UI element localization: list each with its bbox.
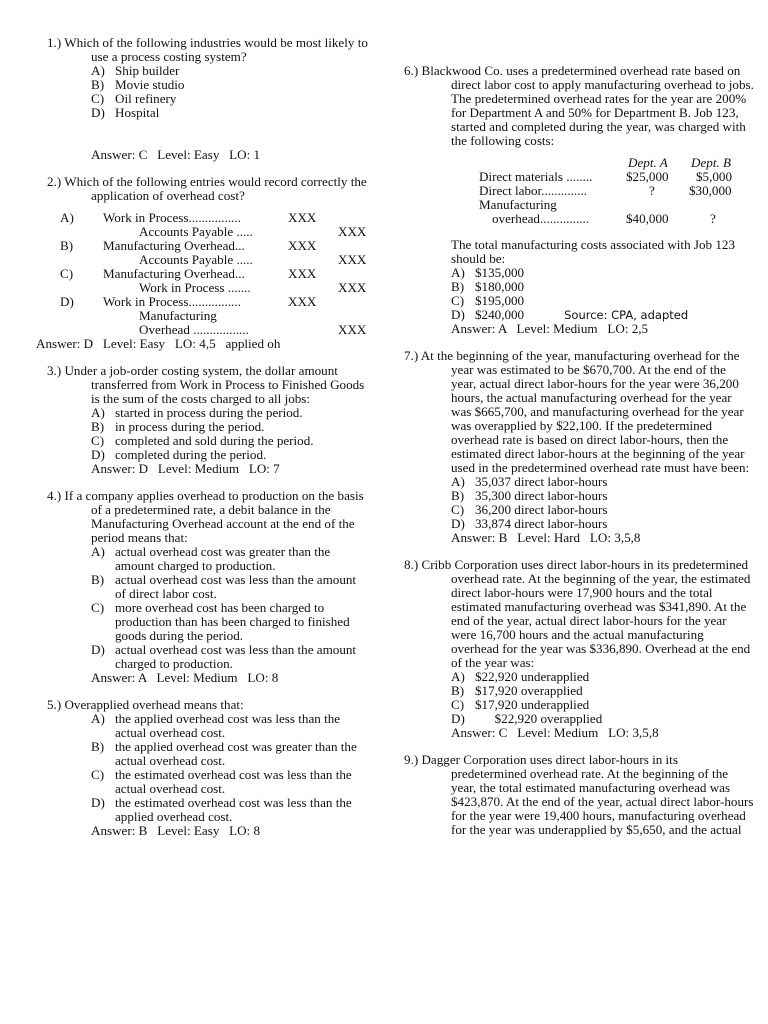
entry-b-credit: Accounts Payable ..... XXX [139,252,367,267]
question-6-options [404,266,754,322]
question-4-options [30,545,370,671]
left-column [30,36,370,838]
row-label-direct-labor: Direct labor.............. [479,183,587,198]
option-c: C) $17,920 underapplied [451,697,590,712]
option-d: D) the estimated overhead cost was less than the applied overhead cost. [91,795,352,824]
option-d: D) completed during the period. [91,447,267,462]
question-1 [30,36,370,162]
question-6-text: 6.) Blackwood Co. uses a predetermined overhead rate based on direct labor cost to apply manufacturing overhead to jobs. The predetermined overhead rates for the year are 200% for Department A and 50% for Department B. Job 123, started and completed during the year, was charged with the following costs: [404,63,754,148]
option-b: B) $17,920 overapplied [451,683,583,698]
entry-a-credit: Accounts Payable ..... XXX [139,224,367,239]
entry-c-credit: Work in Process ....... XXX [139,280,367,295]
question-7-options [404,475,754,531]
question-3-text: 3.) Under a job-order costing system, the dollar amount transferred from Work in Process to Finished Goods is the sum of the costs charged to all jobs: [47,363,365,406]
answer-line: Answer: A Level: Medium LO: 2,5 [451,321,649,336]
source-note: Source: CPA, adapted [564,308,689,322]
answer-line: Answer: B Level: Easy LO: 8 [91,823,261,838]
option-a: A) $135,000 [451,265,525,280]
question-4-text: 4.) If a company applies overhead to production on the basis of a predetermined rate, a debit balance in the Manufacturing Overhead account at the end of the period means that: [47,488,364,545]
entry-c-debit: C) Manufacturing Overhead... XXX [60,266,317,281]
cell-dm-a: $25,000 [626,169,669,184]
question-8-options [404,670,754,726]
entry-b-debit: B) Manufacturing Overhead... XXX [60,238,317,253]
question-7-text: 7.) At the beginning of the year, manufacturing overhead for the year was estimated to be $670,700. At the end of the year, actual direct labor-hours for the year were 36,200 hours, the actual manufacturing overhead for the year was $665,700, and manufacturing overhead for the year was overapplied by $22,100. If the predetermined overhead rate is based on direct labor-hours, then the estimated direct labor-hours at the beginning of the year used in the predetermined overhead rate must have been: [404,348,750,475]
question-8-text: 8.) Cribb Corporation uses direct labor-hours in its predetermined overhead rate. At the beginning of the year, the estimated direct labor-hours were 17,900 hours and the total estimated manufacturing overhead was $341,890. At the end of the year, actual direct labor-hours for the year were 16,700 hours and the actual manufacturing overhead for the year was $336,890. Overhead at the end of the year was: [404,557,751,670]
option-c: C) 36,200 direct labor-hours [451,502,608,517]
option-c: C) the estimated overhead cost was less than the actual overhead cost. [91,767,352,796]
option-a: A) 35,037 direct labor-hours [451,474,608,489]
question-8 [404,558,754,740]
question-1-options [30,64,370,120]
row-label-manufacturing: Manufacturing [479,197,557,212]
option-c: C) more overhead cost has been charged to production than has been charged to finished goods during the period. [91,600,350,643]
entry-d-credit-1: Manufacturing [139,308,217,323]
entry-d-credit-2: Overhead ................. XXX [139,322,367,337]
question-5 [30,698,370,838]
question-2-text: 2.) Which of the following entries would record correctly the application of overhead cost? [47,174,367,203]
answer-line: Answer: D Level: Medium LO: 7 [91,461,280,476]
option-d: D) 33,874 direct labor-hours [451,516,608,531]
question-1-text: 1.) Which of the following industries would be most likely to use a process costing system? [47,35,368,64]
cell-moh-b: ? [710,211,716,226]
row-label-direct-materials: Direct materials ........ [479,169,593,184]
question-4 [30,489,370,685]
option-b: B) actual overhead cost was less than the amount of direct labor cost. [91,572,357,601]
row-label-overhead: overhead............... [492,211,590,226]
option-d: D) $22,920 overapplied [451,711,603,726]
option-b: B) $180,000 [451,279,525,294]
answer-line: Answer: C Level: Medium LO: 3,5,8 [451,725,659,740]
question-3 [30,364,370,476]
option-b: B) 35,300 direct labor-hours [451,488,608,503]
question-5-options [30,712,370,824]
cell-moh-a: $40,000 [626,211,669,226]
col-header-dept-b: Dept. B [691,155,731,170]
cost-table [404,156,754,224]
option-a: A) actual overhead cost was greater than the amount charged to production. [91,544,331,573]
cell-dl-a: ? [649,183,655,198]
question-3-options [30,406,370,462]
option-a: A) the applied overhead cost was less than the actual overhead cost. [91,711,341,740]
option-d: D) $240,000 Source: CPA, adapted [451,307,689,322]
question-6-stem: The total manufacturing costs associated with Job 123 should be: [451,237,735,266]
cell-dm-b: $5,000 [696,169,733,184]
entry-d-debit: D) Work in Process................ XXX [60,294,317,309]
answer-line: Answer: D Level: Easy LO: 4,5 applied oh [36,336,281,351]
cell-dl-b: $30,000 [689,183,732,198]
option-d: D) Hospital [91,105,160,120]
option-a: A) Ship builder [91,63,180,78]
question-5-text: 5.) Overapplied overhead means that: [47,697,244,712]
question-9 [404,753,754,837]
answer-line: Answer: C Level: Easy LO: 1 [91,147,261,162]
option-c: C) $195,000 [451,293,525,308]
question-2 [30,175,370,351]
option-a: A) $22,920 underapplied [451,669,590,684]
option-d: D) actual overhead cost was less than the amount charged to production. [91,642,357,671]
question-6 [404,64,754,336]
answer-line: Answer: A Level: Medium LO: 8 [91,670,279,685]
journal-entries [30,211,370,337]
option-b: B) Movie studio [91,77,185,92]
option-a: A) started in process during the period. [91,405,303,420]
col-header-dept-a: Dept. A [628,155,668,170]
option-c: C) completed and sold during the period. [91,433,314,448]
option-b: B) the applied overhead cost was greater than the actual overhead cost. [91,739,357,768]
option-c: C) Oil refinery [91,91,177,106]
answer-line: Answer: B Level: Hard LO: 3,5,8 [451,530,641,545]
question-9-text: 9.) Dagger Corporation uses direct labor-hours in its predetermined overhead rate. At the beginning of the year, the total estimated manufacturing overhead was $423,870. At the end of the year, actual direct labor-hours for the year were 19,400 hours, manufacturing overhead for the year was underapplied by $5,650, and the actual [404,752,754,837]
option-b: B) in process during the period. [91,419,265,434]
question-7 [404,349,754,545]
entry-a-debit: A) Work in Process................ XXX [60,210,317,225]
right-column [404,64,754,837]
